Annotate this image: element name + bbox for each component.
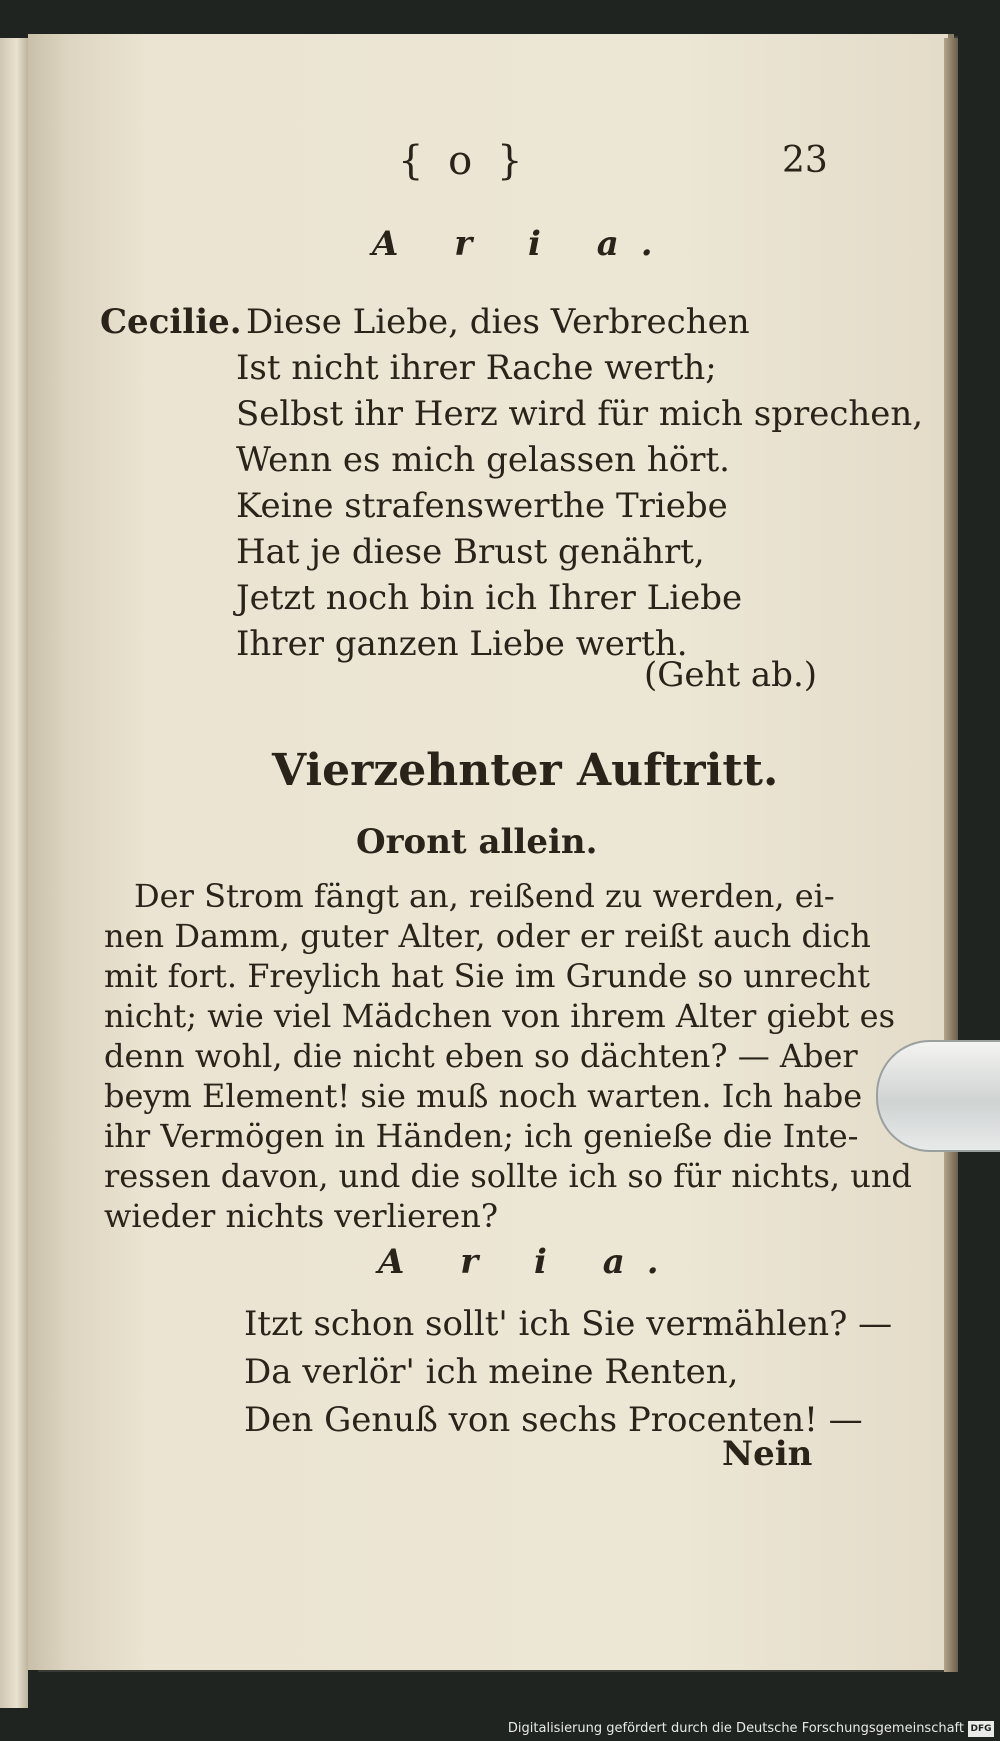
verse-line: Ihrer ganzen Liebe werth. [236,624,688,664]
prose-line: wieder nichts verlieren? [104,1197,498,1235]
prose-line: ressen davon, und die sollte ich so für nichts, und [104,1157,912,1195]
verse-line: Ist nicht ihrer Rache werth; [236,348,717,388]
verse-line: Selbst ihr Herz wird für mich sprechen, [236,394,924,434]
prose-line: Der Strom fängt an, reißend zu werden, ei- [134,877,835,915]
page-tab-marker [876,1040,1000,1152]
catchword: Nein [722,1434,813,1474]
prose-line: denn wohl, die nicht eben so dächten? — Aber [104,1037,858,1075]
verse-line: Diese Liebe, dies Verbrechen [246,302,750,342]
verse-line: Keine strafenswerthe Triebe [236,486,728,526]
dfg-logo: DFG [968,1721,994,1737]
page-fore-edge [944,38,958,1672]
speaker-name: Cecilie. [100,302,242,342]
scene-title: Vierzehnter Auftritt. [272,745,779,796]
prose-line: nicht; wie viel Mädchen von ihrem Alter giebt es [104,997,896,1035]
aria-heading: A r i a. [378,1242,681,1282]
footer-credit: Digitalisierung gefördert durch die Deutsche Forschungsgemeinschaft [507,1721,964,1736]
prose-line: mit fort. Freylich hat Sie im Grunde so unrecht [104,957,871,995]
verse-line: Den Genuß von sechs Procenten! — [244,1400,863,1440]
header-ornament: { o } [398,138,529,184]
prose-line: ihr Vermögen in Händen; ich genieße die Inte- [104,1117,859,1155]
verse-line: Da verlör' ich meine Renten, [244,1352,739,1392]
stage-direction: (Geht ab.) [644,655,818,695]
page-number: 23 [782,140,828,181]
verse-line: Jetzt noch bin ich Ihrer Liebe [236,578,743,618]
aria-heading: A r i a. [372,224,675,264]
prose-line: nen Damm, guter Alter, oder er reißt auch dich [104,917,871,955]
verse-line: Itzt schon sollt' ich Sie vermählen? — [244,1304,893,1344]
verse-line: Wenn es mich gelassen hört. [236,440,730,480]
verse-line: Hat je diese Brust genährt, [236,532,705,572]
prose-line: beym Element! sie muß noch warten. Ich habe [104,1077,863,1115]
scene-subtitle: Oront allein. [356,822,598,862]
left-page-edge [0,38,28,1708]
